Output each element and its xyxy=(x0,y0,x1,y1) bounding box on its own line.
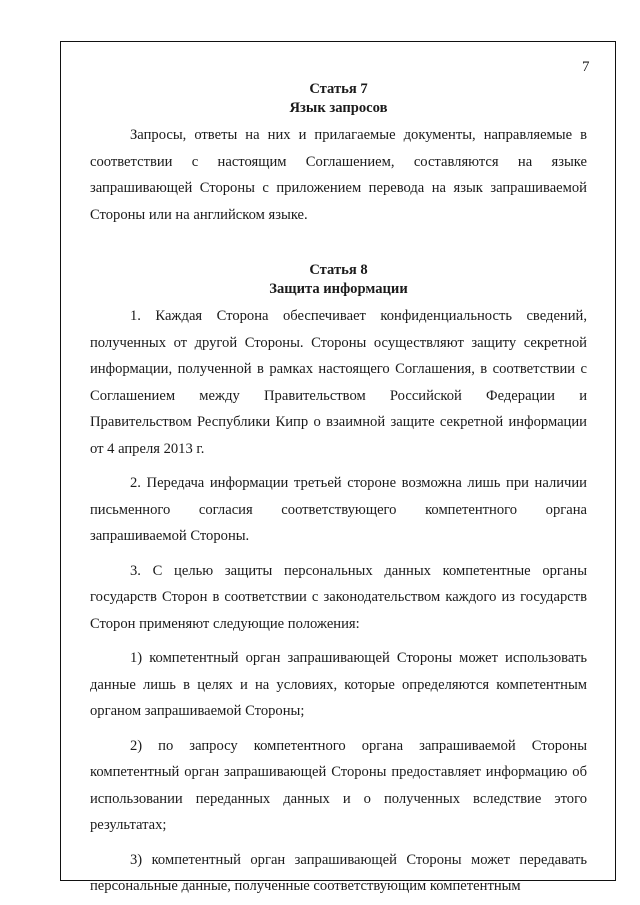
article-7-title: Статья 7 xyxy=(309,81,368,97)
article-8-paragraph-1: 1. Каждая Сторона обеспечивает конфиденциальность сведений, полученных от другой Стороны. Стороны осуществляют защиту секретной информации, полученной в рамках настоящего Соглашения, в соответствии с Соглашением между Правительством Российской Федерации и Правительством Республики Кипр о взаимной защите секретной информации от 4 апреля 2013 г. xyxy=(90,308,587,457)
article-8-paragraph-2: 2. Передача информации третьей стороне возможна лишь при наличии письменного согласия соответствующего компетентного органа запрашиваемой Стороны. xyxy=(90,475,587,544)
article-7-subtitle: Язык запросов xyxy=(289,100,388,116)
article-8-paragraph-3: 3. С целью защиты персональных данных компетентные органы государств Сторон в соответствии с законодательством каждого из государств Сторон применяют следующие положения: xyxy=(90,562,587,632)
document-body xyxy=(90,80,587,900)
article-8-subtitle: Защита информации xyxy=(269,281,408,297)
article-8-title: Статья 8 xyxy=(309,262,368,278)
article-8-item-3: 3) компетентный орган запрашивающей Стороны может передавать персональные данные, полученные соответствующим компетентным xyxy=(90,851,587,894)
article-8-item-1: 1) компетентный орган запрашивающей Стороны может использовать данные лишь в целях и на условиях, которые определяются компетентным органом запрашиваемой Стороны; xyxy=(90,650,587,719)
page-number: 7 xyxy=(582,59,590,75)
article-7-paragraph-1: Запросы, ответы на них и прилагаемые документы, направляемые в соответствии с настоящим Соглашением, составляются на языке запрашивающей Стороны с приложением перевода на язык запрашиваемой Стороны или на английском языке. xyxy=(90,127,587,223)
article-8-item-2: 2) по запросу компетентного органа запрашиваемой Стороны компетентный орган запрашивающей Стороны предоставляет информацию об использовании переданных данных и о полученных вследствие этого результатах; xyxy=(90,737,587,833)
